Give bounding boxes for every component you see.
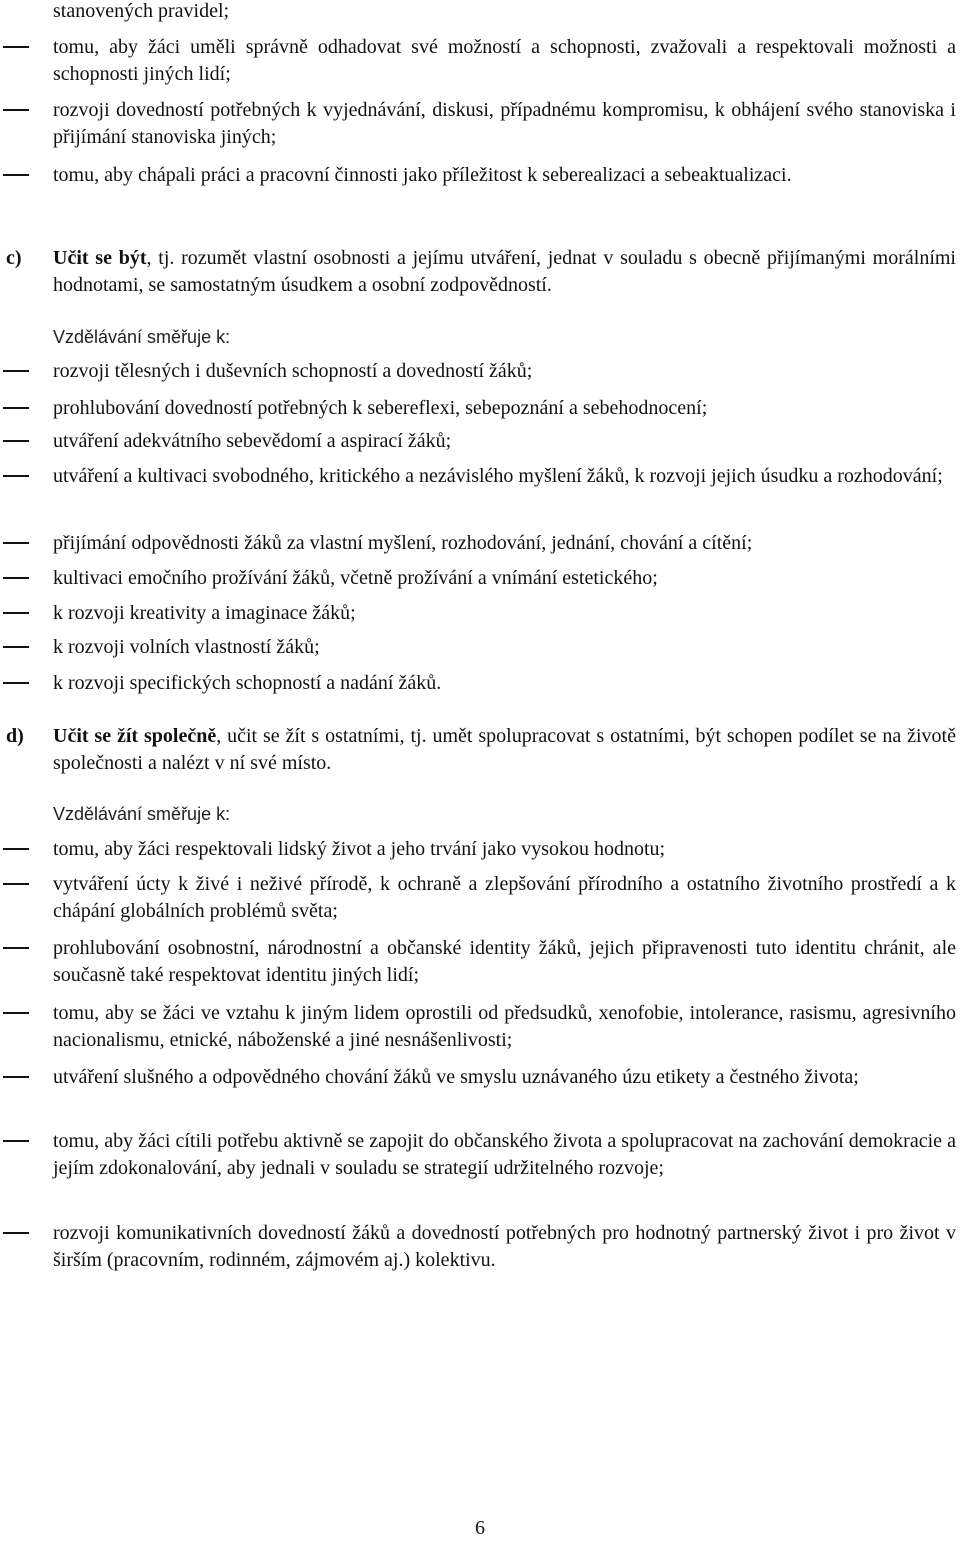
- list-item: [0, 1000, 960, 1051]
- list-item: [0, 162, 960, 189]
- list-item: [0, 463, 960, 490]
- list-item-text: tomu, aby žáci cítili potřebu aktivně se zapojit do občanského života a spolupracovat na zachování demokracie a jejím zdokonalování, aby jednali v souladu se strategií udržitelného rozvoje;: [53, 1130, 956, 1179]
- section-label: d): [6, 725, 24, 747]
- list-item: [0, 1128, 960, 1179]
- list-item: [0, 395, 960, 422]
- list-item-text: utváření adekvátního sebevědomí a aspirací žáků;: [53, 430, 452, 452]
- list-item: [0, 634, 960, 661]
- list-item-text: utváření a kultivaci svobodného, kritického a nezávislého myšlení žáků, k rozvoji jejich úsudku a rozhodování;: [53, 465, 943, 487]
- list-item-text: utváření slušného a odpovědného chování žáků ve smyslu uznávaného úzu etikety a čestného života;: [53, 1066, 859, 1088]
- list-item: [0, 34, 960, 85]
- list-item-text: k rozvoji specifických schopností a nadání žáků.: [53, 672, 442, 694]
- list-item-text: vytváření úcty k živé i neživé přírodě, k ochraně a zlepšování přírodního a ostatního životního prostředí a k chápání globálních problémů světa;: [53, 873, 956, 922]
- section-heading-text: , učit se žít s ostatními, tj. umět spolupracovat s ostatními, být schopen podílet se na životě společnosti a nalézt v ní své místo.: [53, 725, 956, 774]
- section-label: c): [6, 247, 22, 269]
- page-number: 6: [475, 1517, 485, 1539]
- list-item: [0, 1220, 960, 1271]
- section-intro: Vzdělávání směřuje k:: [53, 327, 231, 347]
- list-item: [0, 670, 960, 697]
- list-item-text: tomu, aby žáci respektovali lidský život a jeho trvání jako vysokou hodnotu;: [53, 838, 666, 860]
- list-item: [0, 97, 960, 148]
- section-heading-bold: Učit se žít společně: [53, 725, 217, 747]
- list-item: [0, 530, 960, 557]
- list-item-text: rozvoji dovedností potřebných k vyjednávání, diskusi, případnému kompromisu, k obhájení svého stanoviska i přijímání stanoviska jiných;: [53, 99, 956, 148]
- list-item: [0, 600, 960, 627]
- list-item: [0, 1064, 960, 1091]
- list-item-text: k rozvoji kreativity a imaginace žáků;: [53, 602, 356, 624]
- section-heading-text: , tj. rozumět vlastní osobnosti a jejímu utváření, jednat v souladu s obecně přijímanými morálními hodnotami, se samostatným úsudkem a osobní zodpovědností.: [53, 247, 956, 296]
- list-item-text: přijímání odpovědnosti žáků za vlastní myšlení, rozhodování, jednání, chování a cítění;: [53, 532, 753, 554]
- list-item: [0, 428, 960, 455]
- section-heading: [53, 245, 956, 299]
- list-item-text: prohlubování dovedností potřebných k sebereflexi, sebepoznání a sebehodnocení;: [53, 397, 708, 419]
- section-heading: [53, 723, 956, 777]
- list-item: [0, 836, 960, 863]
- list-item-text: prohlubování osobnostní, národnostní a občanské identity žáků, jejich připravenosti tuto identitu chránit, ale současně také respektovat identitu jiných lidí;: [53, 937, 956, 986]
- continued-text-line: stanovených pravidel;: [53, 0, 230, 22]
- list-item-text: k rozvoji volních vlastností žáků;: [53, 636, 320, 658]
- list-item-text: kultivaci emočního prožívání žáků, včetně prožívání a vnímání estetického;: [53, 567, 658, 589]
- section-heading-bold: Učit se být: [53, 247, 147, 269]
- list-item-text: rozvoji tělesných i duševních schopností a dovedností žáků;: [53, 360, 533, 382]
- list-item: [0, 358, 960, 385]
- list-item-text: tomu, aby se žáci ve vztahu k jiným lidem oprostili od předsudků, xenofobie, intolerance, rasismu, agresivního nacionalismu, etnické, náboženské a jiné nesnášenlivosti;: [53, 1002, 956, 1051]
- list-item: [0, 871, 960, 922]
- list-item-text: tomu, aby žáci uměli správně odhadovat své možností a schopnosti, zvažovali a respektovali možnosti a schopnosti jiných lidí;: [53, 36, 956, 85]
- list-item-text: rozvoji komunikativních dovedností žáků a dovedností potřebných pro hodnotný partnerský život i pro život v širším (pracovním, rodinném, zájmovém aj.) kolektivu.: [53, 1222, 956, 1271]
- list-item-text: tomu, aby chápali práci a pracovní činnosti jako příležitost k seberealizaci a sebeaktualizaci.: [53, 164, 792, 186]
- list-item: [0, 565, 960, 592]
- list-item: [0, 935, 960, 986]
- section-intro: Vzdělávání směřuje k:: [53, 804, 231, 824]
